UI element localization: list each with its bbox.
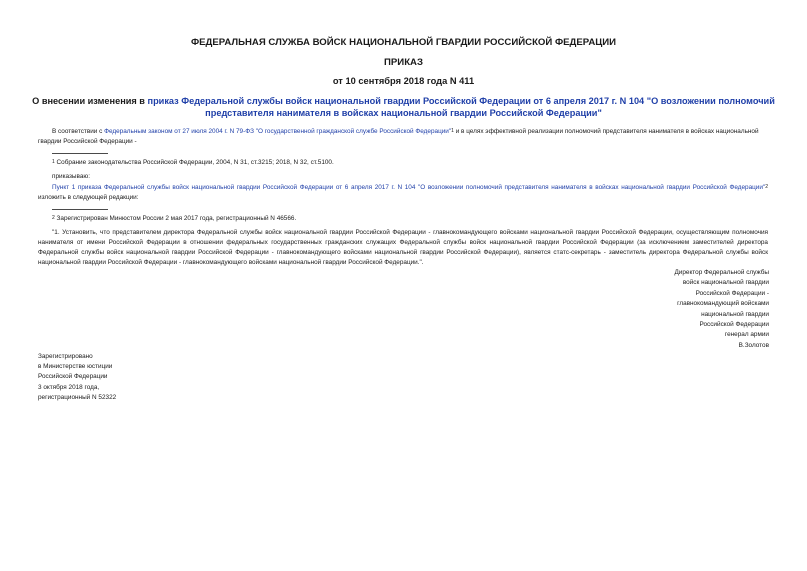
signature-block (609, 268, 769, 351)
footnote-1-mark: 1 (52, 159, 55, 165)
registration-date: 3 октября 2018 года, (38, 383, 100, 391)
order-word: приказываю: (52, 173, 90, 180)
preamble-prefix: В соответствии с (52, 128, 105, 135)
footnote-1-text: Собрание законодательства Российской Федерации, 2004, N 31, ст.3215; 2018, N 32, ст.5100. (54, 159, 334, 166)
footnote-ref-2[interactable]: 2 (765, 184, 768, 190)
signature-line: Российской Федерации (699, 321, 769, 329)
preamble-paragraph (38, 126, 768, 147)
document-date-number: от 10 сентября 2018 года N 411 (332, 76, 475, 86)
signature-line: Российской Федерации - (695, 289, 769, 297)
amendment-paragraph (38, 182, 768, 203)
registration-line: Российской Федерации (38, 373, 108, 381)
footnote-divider-2 (52, 209, 108, 210)
amendment-suffix: изложить в следующей редакции: (38, 194, 139, 201)
preamble-suffix: и в целях эффективной реализации полномочий представителя нанимателя в войсках национальной гвардии Российской Федерации - (38, 128, 759, 145)
footnote-2-mark: 2 (52, 215, 55, 221)
agency-heading: ФЕДЕРАЛЬНАЯ СЛУЖБА ВОЙСК НАЦИОНАЛЬНОЙ ГВАРДИИ РОССИЙСКОЙ ФЕДЕРАЦИИ (190, 37, 617, 48)
footnote-divider-1 (52, 153, 108, 154)
signature-line: Директор Федеральной службы (674, 269, 769, 276)
document-title (30, 95, 777, 119)
signatory-name: В.Золотов (738, 341, 769, 349)
signature-line: генерал армии (724, 331, 769, 339)
signature-line: главнокомандующий войсками (677, 300, 769, 308)
title-amended-order-link[interactable]: приказ Федеральной службы войск национальной гвардии Российской Федерации от 6 апреля 2017 г. N 104 "О возложении полномочий представителя нанимателя в войсках национальной гвардии Российской Федерации" (147, 96, 775, 118)
registration-block (38, 352, 238, 403)
footnote-ref-1[interactable]: 1 (451, 128, 454, 134)
federal-law-link[interactable]: Федеральным законом от 27 июля 2004 г. N 79-ФЗ "О государственной гражданской службе Российской Федерации" (104, 128, 452, 135)
footnote-2-text: Зарегистрирован Минюстом России 2 мая 2017 года, регистрационный N 46566. (54, 215, 297, 222)
document-type: ПРИКАЗ (384, 57, 423, 68)
registration-line: в Министерстве юстиции (38, 363, 113, 371)
footnote-1 (52, 157, 752, 168)
footnote-2 (52, 213, 752, 224)
signature-line: национальной гвардии (701, 310, 769, 318)
registration-number: регистрационный N 52322 (38, 393, 117, 401)
registration-line: Зарегистрировано (38, 353, 93, 360)
new-clause-text: "1. Установить, что представителем директора Федеральной службы войск национальной гвардии Российской Федерации - главнокомандующего войсками национальной гвардии Российской Федерации, осуществляющим полномочия нанимателя от имени Российской Федерации в отношении федеральных государственных гражданских служащих Федеральной службы войск национальной гвардии Российской Федерации (за исключением заместителей директора Федеральной службы войск национальной гвардии Российской Федерации - главнокомандующего войсками национальной гвардии Российской Федерации), является статс-секретарь - заместитель директора Федеральной службы войск национальной гвардии Российской Федерации - главнокомандующего войсками национальной гвардии Российской Федерации.". (38, 229, 768, 266)
amended-clause-link[interactable]: Пункт 1 приказа Федеральной службы войск национальной гвардии Российской Федерации от 6 апреля 2017 г. N 104 "О возложении полномочий представителя нанимателя в войсках национальной гвардии Российской Федерации" (52, 184, 766, 191)
signature-line: войск национальной гвардии (682, 279, 769, 287)
title-prefix: О внесении изменения в (32, 96, 148, 106)
